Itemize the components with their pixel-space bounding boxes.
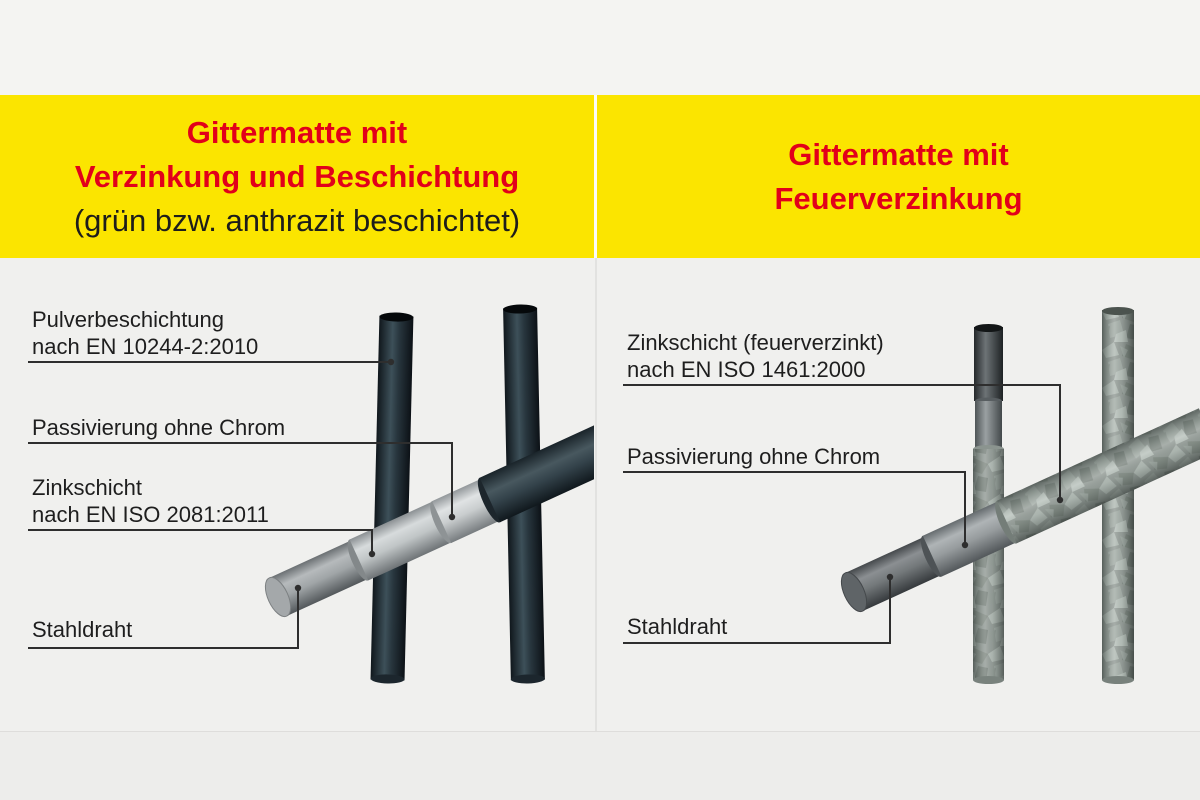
label-left-steel-wire bbox=[32, 616, 132, 643]
left-vertical-wire-1 bbox=[370, 312, 413, 684]
label-right-passivation bbox=[627, 443, 880, 470]
label-right-steel-wire bbox=[627, 613, 727, 640]
label-right-zinc-line1: Zinkschicht (feuerverzinkt) bbox=[627, 330, 884, 355]
left-title-line2: Verzinkung und Beschichtung bbox=[74, 158, 520, 194]
label-powder-coating-line1: Pulverbeschichtung bbox=[32, 307, 225, 332]
label-right-passivation-line1: Passivierung ohne Chrom bbox=[627, 444, 881, 469]
label-right-zinc-layer bbox=[627, 329, 884, 383]
label-right-steel-line1: Stahldraht bbox=[627, 614, 728, 639]
label-left-zinc-layer bbox=[32, 474, 269, 528]
label-right-zinc-line2: nach EN ISO 1461:2000 bbox=[627, 357, 866, 382]
label-left-steel-line1: Stahldraht bbox=[32, 617, 133, 642]
leader-left-zinc bbox=[28, 530, 372, 554]
label-left-passivation bbox=[32, 414, 285, 441]
label-left-zinc-line1: Zinkschicht bbox=[32, 475, 143, 500]
right-title-line1: Gittermatte mit bbox=[788, 136, 1009, 172]
left-subtitle: (grün bzw. anthrazit beschichtet) bbox=[73, 202, 521, 238]
bottom-margin-strip bbox=[0, 731, 1200, 800]
label-powder-coating bbox=[32, 306, 258, 360]
label-left-zinc-line2: nach EN ISO 2081:2011 bbox=[32, 502, 269, 527]
left-diagonal-wire bbox=[259, 424, 619, 624]
leader-right-passivation bbox=[623, 472, 965, 545]
left-title-line1: Gittermatte mit bbox=[186, 114, 408, 150]
label-powder-coating-line2: nach EN 10244-2:2010 bbox=[32, 334, 259, 359]
label-left-passivation-line1: Passivierung ohne Chrom bbox=[32, 415, 286, 440]
right-title-line2: Feuerverzinkung bbox=[774, 180, 1023, 216]
